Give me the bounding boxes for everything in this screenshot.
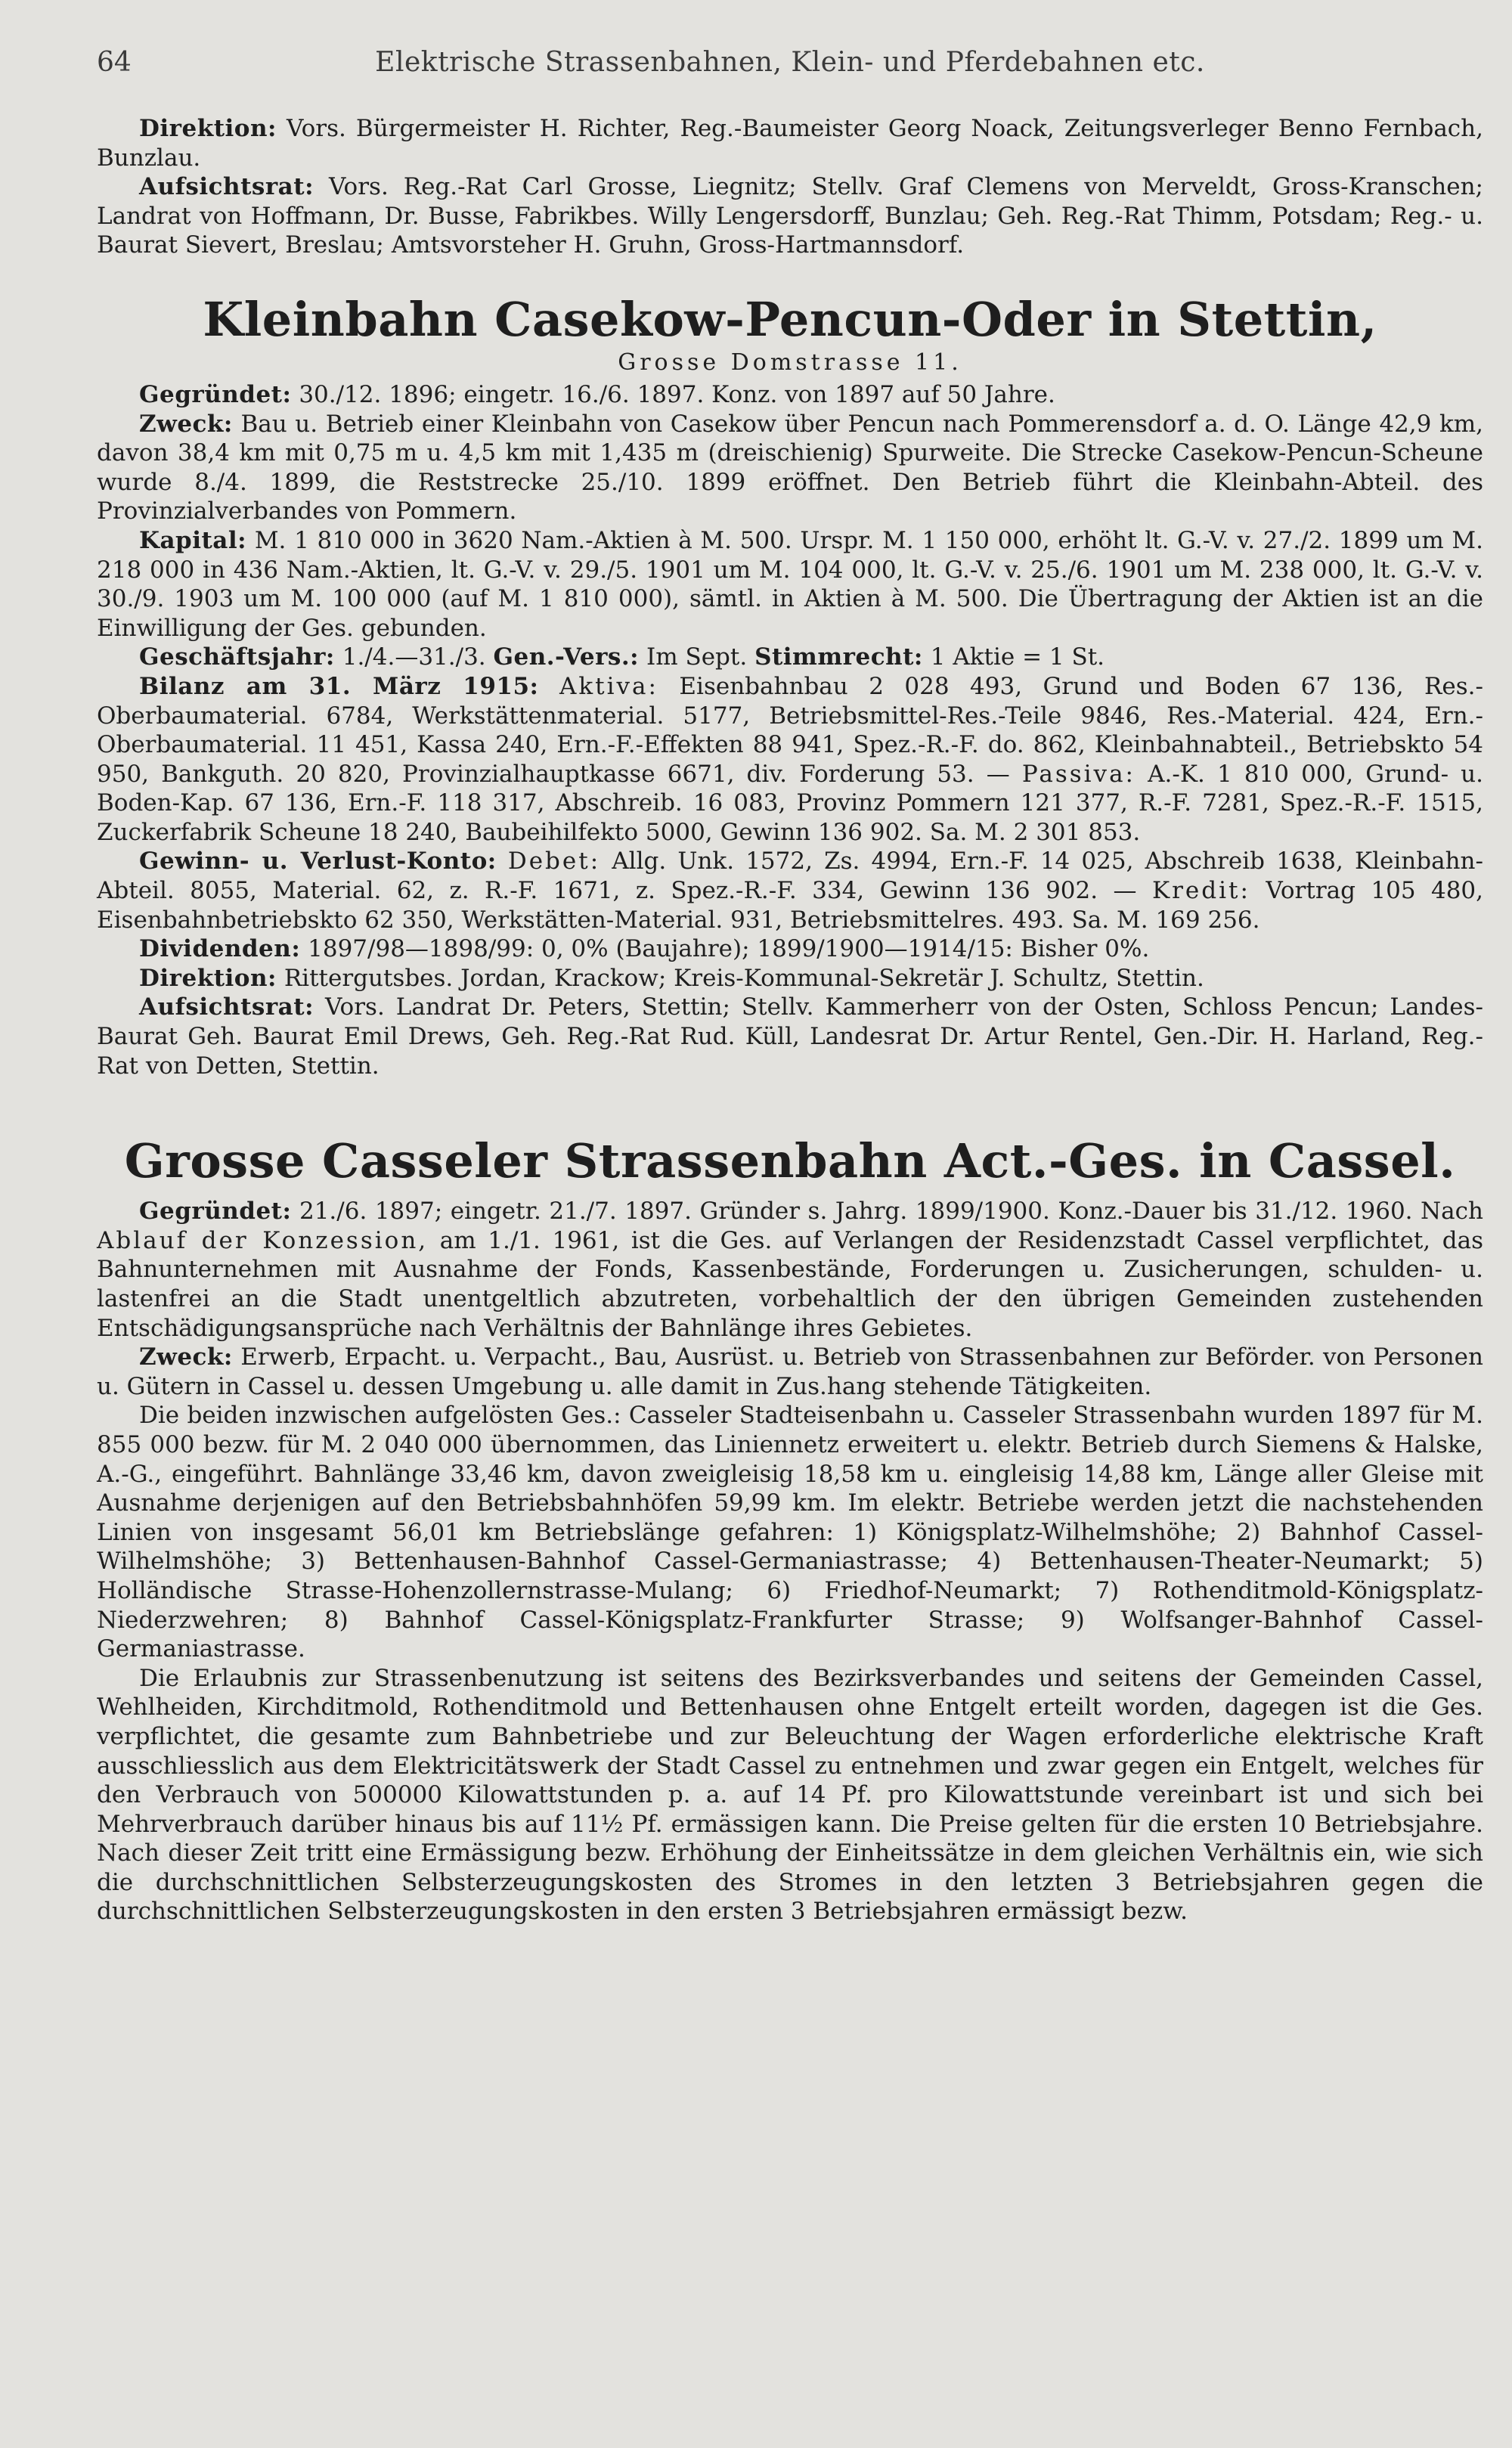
entry1-stimm-text: 1 Aktie = 1 St. — [930, 643, 1105, 671]
entry2-zweck-paragraph — [97, 1343, 1483, 1401]
entry1-debet-text: Allg. Unk. 1572, Zs. 4994, Ern.-F. 14 025, Abschreib 1638, Kleinbahn-Abteil. 8055, Material. 62, z. R.-F. 1671, z. Spez.-R.-F. 334, Gewinn 136 902. — — [97, 848, 1483, 905]
entry2-gegruendet-label: Gegründet: — [139, 1198, 292, 1226]
entry1-guv-paragraph — [97, 847, 1483, 934]
prev-direktion-text: Vors. Bürgermeister H. Richter, Reg.-Baumeister Georg Noack, Zeitungsverleger Benno Fernbach, Bunzlau. — [97, 115, 1483, 172]
entry1-guv-label: Gewinn- u. Verlust-Konto: — [139, 848, 497, 875]
entry1-address: Grosse Domstrasse 11. — [618, 349, 962, 376]
entry1-direktion-text: Rittergutsbes. Jordan, Krackow; Kreis-Kommunal-Sekretär J. Schultz, Stettin. — [284, 964, 1204, 992]
page-number: 64 — [97, 47, 132, 78]
running-title: Elektrische Strassenbahnen, Klein- und Pferdebahnen etc. — [375, 47, 1205, 78]
entry2-title: Grosse Casseler Strassenbahn Act.-Ges. in Cassel. — [124, 1133, 1456, 1189]
entry1-gegruendet-label: Gegründet: — [139, 380, 292, 408]
entry1-aktiva-text: Eisenbahnbau 2 028 493, Grund und Boden 67 136, Res.-Oberbaumaterial. 6784, Werkstättenmaterial. 5177, Betriebsmittel-Res.-Teile 9846, Res.-Material. 424, Ern.-Oberbaumaterial. 11 451, Kassa 240, Ern.-F.-Effekten 88 941, Spez.-R.-F. do. 862, Kleinbahnabteil., Betriebskto 54 950, Bankguth. 20 820, Provinzialhauptkasse 6671, div. Forderung 53. — — [97, 672, 1483, 788]
prev-aufsichtsrat-paragraph — [97, 172, 1483, 260]
entry1-gegruendet-text: 30./12. 1896; eingetr. 16./6. 1897. Konz. von 1897 auf 50 Jahre. — [299, 380, 1055, 408]
entry1-gegruendet-paragraph — [97, 380, 1483, 410]
entry1-kredit-label: Kredit: — [1151, 877, 1250, 905]
entry2-gegruendet-paragraph — [97, 1197, 1483, 1343]
entry1-kredit-text: Vortrag 105 480, Eisenbahnbetriebskto 62 350, Werkstätten-Material. 931, Betriebsmittelres. 493. Sa. M. 169 256. — [97, 877, 1483, 934]
entry1-kapital-label: Kapital: — [139, 526, 247, 554]
entry1-direktion-label: Direktion: — [139, 964, 277, 992]
running-head — [97, 47, 1483, 78]
entry1-stimm-label: Stimmrecht: — [754, 643, 923, 671]
entry1-div-text: 1897/98—1898/99: 0, 0% (Baujahre); 1899/1900—1914/15: Bisher 0%. — [308, 935, 1150, 963]
entry2-ablauf-text: Ablauf der Konzession, — [97, 1226, 429, 1254]
entry1-aufsichtsrat-text: Vors. Landrat Dr. Peters, Stettin; Stellv. Kammerherr von der Osten, Schloss Pencun; Landes-Baurat Geh. Baurat Emil Drews, Geh. Reg.-Rat Rud. Küll, Landesrat Dr. Artur Rentel, Gen.-Dir. H. Harland, Reg.-Rat von Detten, Stettin. — [97, 993, 1483, 1080]
entry1-zweck-text: Bau u. Betrieb einer Kleinbahn von Casekow über Pencun nach Pommerensdorf a. d. O. Länge 42,9 km, davon 38,4 km mit 0,75 m u. 4,5 km mit 1,435 m (dreischienig) Spurweite. Die Strecke Casekow-Pencun-Scheune wurde 8./4. 1899, die Reststrecke 25./10. 1899 eröffnet. Den Betrieb führt die Kleinbahn-Abteil. des Provinzialverbandes von Pommern. — [97, 410, 1483, 525]
entry1-aktiva-label: Aktiva: — [559, 672, 658, 700]
entry1-gv-label: Gen.-Vers.: — [493, 643, 640, 671]
entry1-bilanz-paragraph — [97, 672, 1483, 848]
entry1-kapital-paragraph — [97, 526, 1483, 643]
entry1-gj-text: 1./4.—31./3. — [342, 643, 486, 671]
prev-aufsichtsrat-label: Aufsichtsrat: — [139, 173, 314, 201]
entry1-kapital-text: M. 1 810 000 in 3620 Nam.-Aktien à M. 500. Urspr. M. 1 150 000, erhöht lt. G.-V. v. 27./2. 1899 um M. 218 000 in 436 Nam.-Aktien, lt. G.-V. v. 29./5. 1901 um M. 104 000, lt. G.-V. v. 25./6. 1901 um M. 238 000, lt. G.-V. v. 30./9. 1903 um M. 100 000 (auf M. 1 810 000), sämtl. in Aktien à M. 500. Die Übertragung der Aktien ist an die Einwilligung der Ges. gebunden. — [97, 526, 1484, 642]
entry2-gegruendet-text-a: 21./6. 1897; eingetr. 21./7. 1897. Gründer s. Jahrg. 1899/1900. Konz.-Dauer bis 31./12. 1960. Nach — [299, 1198, 1483, 1226]
entry1-title: Kleinbahn Casekow-Pencun-Oder in Stettin, — [203, 291, 1377, 347]
entry1-zweck-label: Zweck: — [139, 410, 233, 438]
entry1-passiva-text: A.-K. 1 810 000, Grund- u. Boden-Kap. 67 136, Ern.-F. 118 317, Abschreib. 16 083, Provinz Pommern 121 377, R.-F. 7281, Spez.-R.-F. 1515, Zuckerfabrik Scheune 18 240, Baubeihilfekto 5000, Gewinn 136 902. Sa. M. 2 301 853. — [97, 760, 1484, 846]
entry1-div-label: Dividenden: — [139, 935, 301, 963]
entry1-zweck-paragraph — [97, 410, 1483, 526]
entry1-gj-label: Geschäftsjahr: — [139, 643, 335, 671]
entry2-zweck-label: Zweck: — [139, 1343, 233, 1371]
entry1-gv-text: Im Sept. — [646, 643, 748, 671]
entry1-dividenden-paragraph — [97, 934, 1483, 964]
prev-direktion-paragraph — [97, 114, 1483, 172]
entry1-bilanz-label: Bilanz am 31. März 1915: — [139, 672, 539, 700]
prev-aufsichtsrat-text: Vors. Reg.-Rat Carl Grosse, Liegnitz; Stellv. Graf Clemens von Merveldt, Gross-Kranschen; Landrat von Hoffmann, Dr. Busse, Fabrikbes. Willy Lengersdorff, Bunzlau; Geh. Reg.-Rat Thimm, Potsdam; Reg.- u. Baurat Sievert, Breslau; Amtsvorsteher H. Gruhn, Gross-Hartmannsdorf. — [97, 173, 1483, 259]
entry1-passiva-label: Passiva: — [1021, 760, 1136, 788]
entry1-direktion-paragraph — [97, 964, 1483, 993]
entry2-gegruendet-text-b: am 1./1. 1961, ist die Ges. auf Verlangen der Residenzstadt Cassel verpflichtet, das Bahnunternehmen mit Ausnahme der Fonds, Kassenbestände, Forderungen u. Zusicherungen, schulden- u. lastenfrei an die Stadt unentgeltlich abzutreten, vorbehaltlich der den übrigen Gemeinden zustehenden Entschädigungsansprüche nach Verhältnis der Bahnlänge ihres Gebietes. — [97, 1226, 1483, 1342]
entry1-geschaeftsjahr-paragraph — [97, 643, 1483, 672]
entry1-debet-label: Debet: — [507, 848, 601, 875]
prev-direktion-label: Direktion: — [139, 115, 277, 142]
entry1-aufsichtsrat-label: Aufsichtsrat: — [139, 993, 314, 1021]
entry2-zweck-text: Erwerb, Erpacht. u. Verpacht., Bau, Ausrüst. u. Betrieb von Strassenbahnen zur Beförder. von Personen u. Gütern in Cassel u. dessen Umgebung u. alle damit in Zus.hang stehende Tätigkeiten. — [97, 1343, 1483, 1400]
entry2-paragraph-1: Die beiden inzwischen aufgelösten Ges.: Casseler Stadteisenbahn u. Casseler Strassenbahn wurden 1897 für M. 855 000 bezw. für M. 2 040 000 übernommen, das Liniennetz erweitert u. elektr. Betrieb durch Siemens & Halske, A.-G., eingeführt. Bahnlänge 33,46 km, davon zweigleisig 18,58 km u. eingleisig 14,88 km, Länge aller Gleise mit Ausnahme derjenigen auf den Betriebsbahnhöfen 59,99 km. Im elektr. Betriebe werden jetzt die nachstehenden Linien von insgesamt 56,01 km Betriebslänge gefahren: 1) Königsplatz-Wilhelmshöhe; 2) Bahnhof Cassel-Wilhelmshöhe; 3) Bettenhausen-Bahnhof Cassel-Germaniastrasse; 4) Bettenhausen-Theater-Neumarkt; 5) Holländische Strasse-Hohenzollernstrasse-Mulang; 6) Friedhof-Neumarkt; 7) Rothenditmold-Königsplatz-Niederzwehren; 8) Bahnhof Cassel-Königsplatz-Frankfurter Strasse; 9) Wolfsanger-Bahnhof Cassel-Germaniastrasse. — [97, 1402, 1483, 1663]
entry2-paragraph-2: Die Erlaubnis zur Strassenbenutzung ist seitens des Bezirksverbandes und seitens der Gemeinden Cassel, Wehlheiden, Kirchditmold, Rothenditmold und Bettenhausen ohne Entgelt erteilt worden, dagegen ist die Ges. verpflichtet, die gesamte zum Bahnbetriebe und zur Beleuchtung der Wagen erforderliche elektrische Kraft ausschliesslich aus dem Elektricitätswerk der Stadt Cassel zu entnehmen und zwar gegen ein Entgelt, welches für den Verbrauch von 500000 Kilowattstunden p. a. auf 14 Pf. pro Kilowattstunde vereinbart ist und sich bei Mehrverbrauch darüber hinaus bis auf 11½ Pf. ermässigen kann. Die Preise gelten für die ersten 10 Betriebsjahre. Nach dieser Zeit tritt eine Ermässigung bezw. Erhöhung der Einheitssätze in dem gleichen Verhältnis ein, wie sich die durchschnittlichen Selbsterzeugungskosten des Stromes in den letzten 3 Betriebsjahren gegen die durchschnittlichen Selbsterzeugungskosten in den ersten 3 Betriebsjahren ermässigt bezw. — [97, 1664, 1483, 1926]
entry1-aufsichtsrat-paragraph — [97, 993, 1483, 1080]
